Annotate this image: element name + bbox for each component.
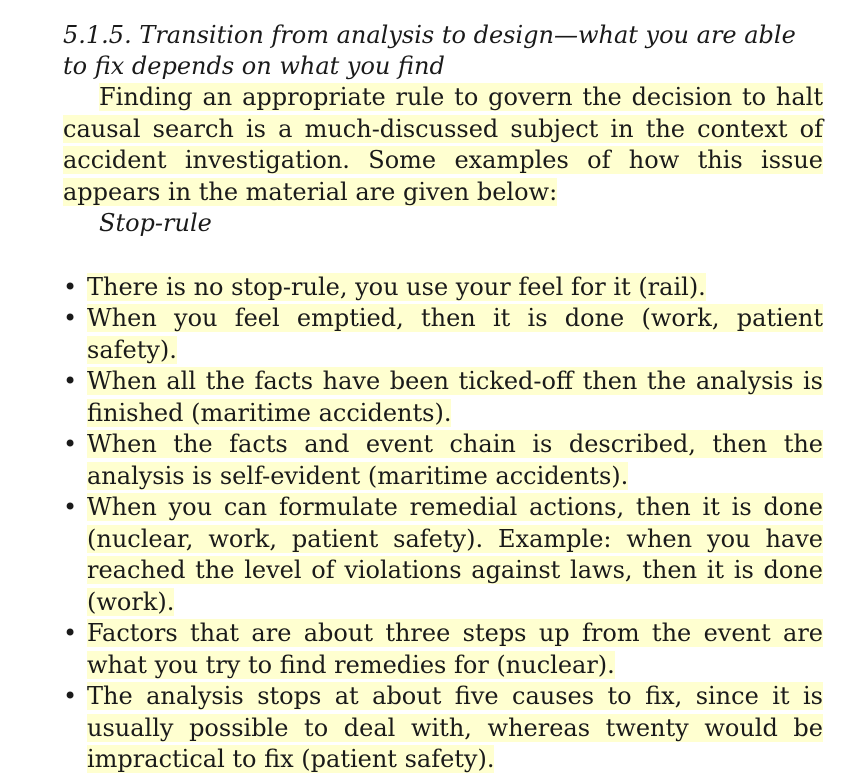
- list-item-text: There is no stop-rule, you use your feel for it (rail).: [87, 272, 706, 301]
- spacer: [63, 240, 823, 272]
- stop-rule-list: [63, 272, 823, 776]
- bullet-marker: •: [63, 430, 78, 458]
- bullet-marker: •: [63, 304, 78, 332]
- intro-paragraph-text: Finding an appropriate rule to govern the decision to halt causal search is a much-discussed subject in the context of accident investigation. Some examples of how this issue appears in the material are given below:: [63, 83, 823, 206]
- bullet-marker: •: [63, 619, 78, 647]
- bullet-marker: •: [63, 682, 78, 710]
- section-heading: [63, 20, 823, 82]
- list-item-text: The analysis stops at about five causes to fix, since it is usually possible to deal with, whereas twenty would be impractical to fix (patient safety).: [87, 682, 823, 773]
- list-item: [63, 272, 823, 304]
- bullet-marker: •: [63, 493, 78, 521]
- list-item: [63, 429, 823, 492]
- document-page: [63, 20, 823, 776]
- stop-rule-subheading-text: Stop-rule: [99, 209, 212, 237]
- list-item: [63, 618, 823, 681]
- section-heading-text: 5.1.5. Transition from analysis to design—what you are able to fix depends on what you find: [63, 21, 796, 80]
- list-item-text: Factors that are about three steps up from the event are what you try to find remedies for (nuclear).: [87, 619, 823, 679]
- bullet-marker: •: [63, 272, 78, 301]
- list-item-text: When the facts and event chain is described, then the analysis is self-evident (maritime accidents).: [87, 430, 823, 490]
- list-item: [63, 366, 823, 429]
- stop-rule-subheading: [99, 208, 823, 240]
- list-item: [63, 492, 823, 618]
- list-item-text: When you can formulate remedial actions, then it is done (nuclear, work, patient safety). Example: when you have reached the level of violations against laws, then it is done (work).: [87, 493, 823, 616]
- list-item-text: When you feel emptied, then it is done (work, patient safety).: [87, 304, 823, 364]
- bullet-marker: •: [63, 367, 78, 395]
- list-item: [63, 681, 823, 776]
- intro-paragraph: [63, 82, 823, 208]
- list-item-text: When all the facts have been ticked-off then the analysis is finished (maritime accidents).: [87, 367, 823, 427]
- list-item: [63, 303, 823, 366]
